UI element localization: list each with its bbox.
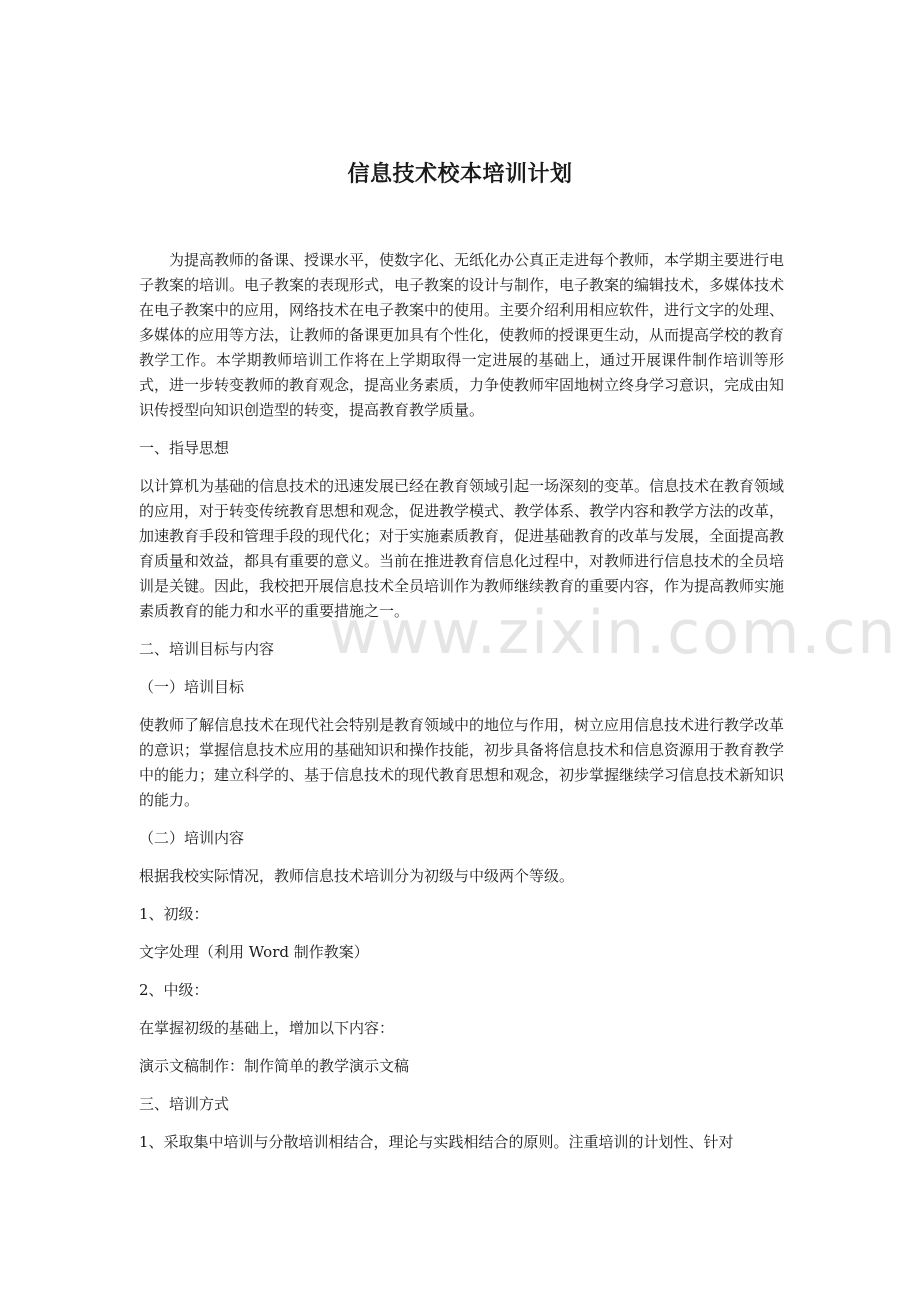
section-heading-guiding-thought: 一、指导思想 [139, 439, 230, 457]
section-heading-training-method: 三、培训方式 [139, 1095, 230, 1113]
level-beginner-item: 文字处理（利用 Word 制作教案） [139, 943, 369, 961]
level-intermediate-intro: 在掌握初级的基础上，增加以下内容： [139, 1019, 395, 1037]
level-intermediate-item: 演示文稿制作：制作简单的教学演示文稿 [139, 1057, 410, 1075]
guiding-thought-paragraph: 以计算机为基础的信息技术的迅速发展已经在教育领域引起一场深刻的变革。信息技术在教育领域的应用，对于转变传统教育思想和观念，促进教学模式、教学体系、教学内容和教学方法的改革，加速教育手段和管理手段的现代化；对于实施素质教育，促进基础教育的改革与发展，全面提高教育质量和效益，都具有重要的意义。当前在推进教育信息化过程中，对教师进行信息技术的全员培训是关键。因此，我校把开展信息技术全员培训作为教师继续教育的重要内容，作为提高教师实施素质教育的能力和水平的重要措施之一。 [139, 477, 785, 620]
subheading-training-content: （二）培训内容 [139, 829, 245, 847]
subheading-training-goals: （一）培训目标 [139, 678, 245, 696]
level-beginner-heading: 1、初级： [139, 905, 209, 923]
watermark: www.zixin.com.cn [329, 598, 898, 668]
training-content-paragraph: 根据我校实际情况，教师信息技术培训分为初级与中级两个等级。 [139, 867, 575, 885]
section-heading-goals-content: 二、培训目标与内容 [139, 640, 275, 658]
document-title: 信息技术校本培训计划 [347, 161, 573, 187]
training-goals-paragraph: 使教师了解信息技术在现代社会特别是教育领域中的地位与作用，树立应用信息技术进行教学改革的意识；掌握信息技术应用的基础知识和操作技能，初步具备将信息技术和信息资源用于教育教学中的能力；建立科学的、基于信息技术的现代教育思想和观念，初步掌握继续学习信息技术新知识的能力。 [139, 716, 785, 809]
intro-paragraph: 为提高教师的备课、授课水平，使数字化、无纸化办公真正走进每个教师，本学期主要进行电子教案的培训。电子教案的表现形式，电子教案的设计与制作，电子教案的编辑技术，多媒体技术在电子教案中的应用，网络技术在电子教案中的使用。主要介绍利用相应软件，进行文字的处理、多媒体的应用等方法，让教师的备课更加具有个性化，使教师的授课更生动，从而提高学校的教育教学工作。本学期教师培训工作将在上学期取得一定进展的基础上，通过开展课件制作培训等形式，进一步转变教师的教育观念，提高业务素质，力争使教师牢固地树立终身学习意识，完成由知识传授型向知识创造型的转变，提高教育教学质量。 [139, 251, 785, 419]
training-method-item-1: 1、采取集中培训与分散培训相结合，理论与实践相结合的原则。注重培训的计划性、针对 [139, 1133, 734, 1151]
level-intermediate-heading: 2、中级： [139, 981, 209, 999]
document-body [139, 248, 784, 1168]
